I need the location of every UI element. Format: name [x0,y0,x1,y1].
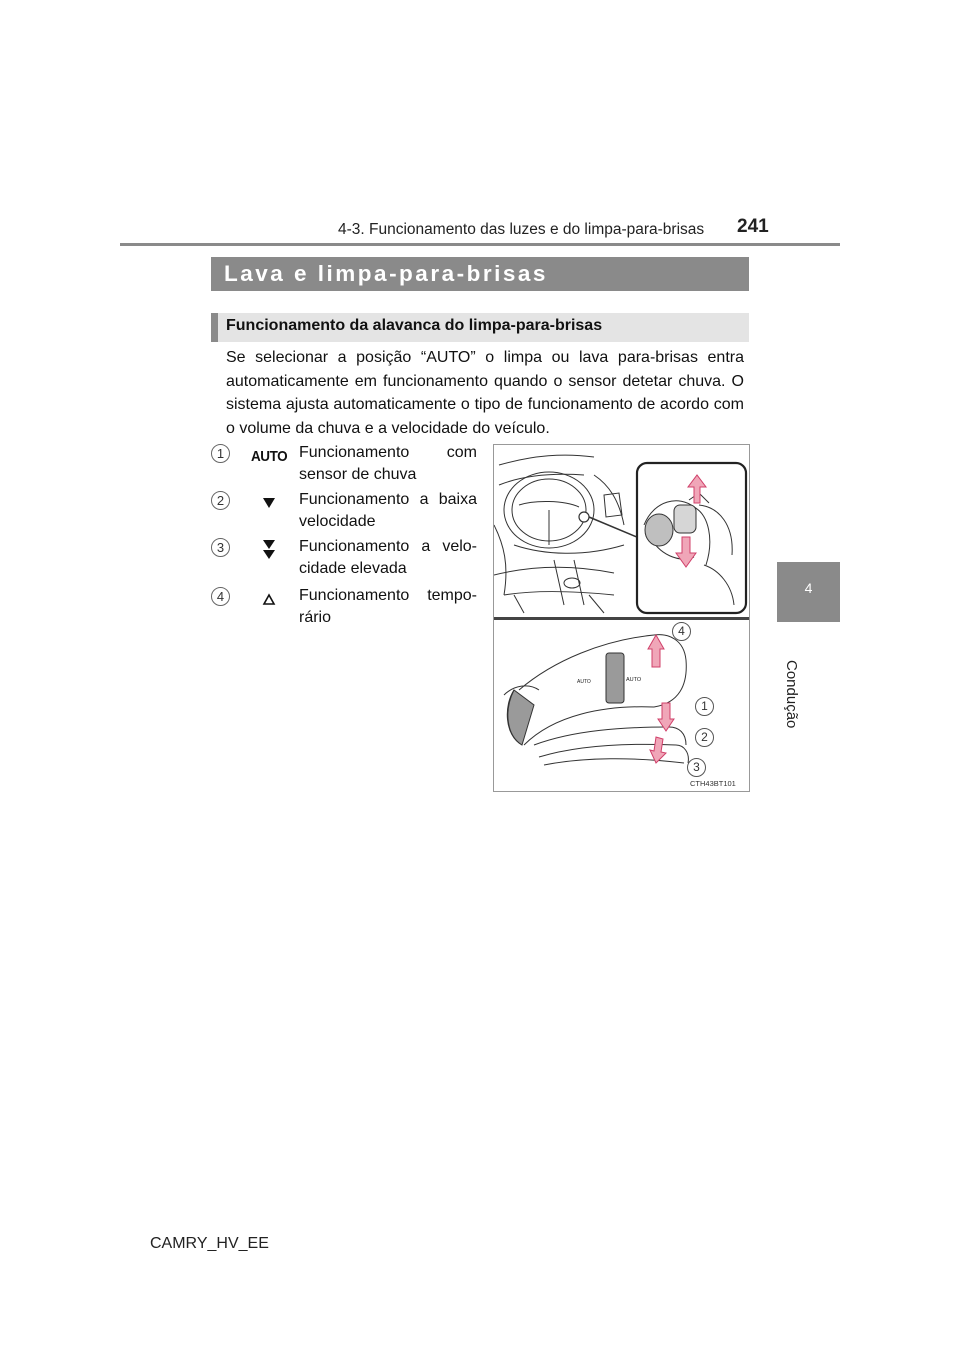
subsection-accent [211,313,218,342]
item-number: 1 [211,444,230,463]
subsection-heading [211,313,749,342]
item-text: Funcionamento a velo-cidade elevada [299,538,477,577]
callout-2: 2 [695,728,714,747]
figure-divider [494,617,750,620]
running-header: 4-3. Funcionamento das luzes e do limpa-para-brisas [338,221,705,238]
page-number: 241 [737,216,769,237]
wiper-lever-illustration [493,444,750,792]
lever-auto-text: AUTO [626,677,642,683]
outline-triangle-up-icon [244,587,294,611]
auto-icon [244,444,294,468]
header-rule [120,243,840,246]
chapter-label: Condução [783,660,800,729]
callout-3: 3 [687,758,706,777]
callout-1: 1 [695,697,714,716]
footer-code: CAMRY_HV_EE [150,1235,269,1252]
single-triangle-down-icon [244,491,294,515]
intro-paragraph: Se selecionar a posição “AUTO” o limpa ou lava para-brisas entra automaticamente em funcionamento quando o sensor detetar chuva. O sistema ajusta automaticamente o tipo de funcionamento de acordo com o volume da chuva e a velocidade do veículo. [226,349,744,437]
callout-4: 4 [672,622,691,641]
item-text: Funcionamento a baixa velocidade [299,491,477,530]
subsection-title: Funcionamento da alavanca do limpa-para-brisas [226,317,603,334]
item-text: Funcionamento com sensor de chuva [299,444,477,483]
item-number: 2 [211,491,230,510]
auto-icon-label: AUTO [250,447,288,465]
item-number: 4 [211,587,230,606]
section-title: Lava e limpa-para-brisas [224,261,548,286]
svg-text:AUTO: AUTO [577,679,591,685]
double-triangle-down-icon [244,536,294,564]
item-text: Funcionamento tempo-rário [299,587,477,626]
figure-code: CTH43BT101 [690,779,736,788]
chapter-number: 4 [804,580,813,596]
chapter-tab[interactable] [777,562,840,622]
item-number: 3 [211,538,230,557]
section-heading [211,257,749,291]
